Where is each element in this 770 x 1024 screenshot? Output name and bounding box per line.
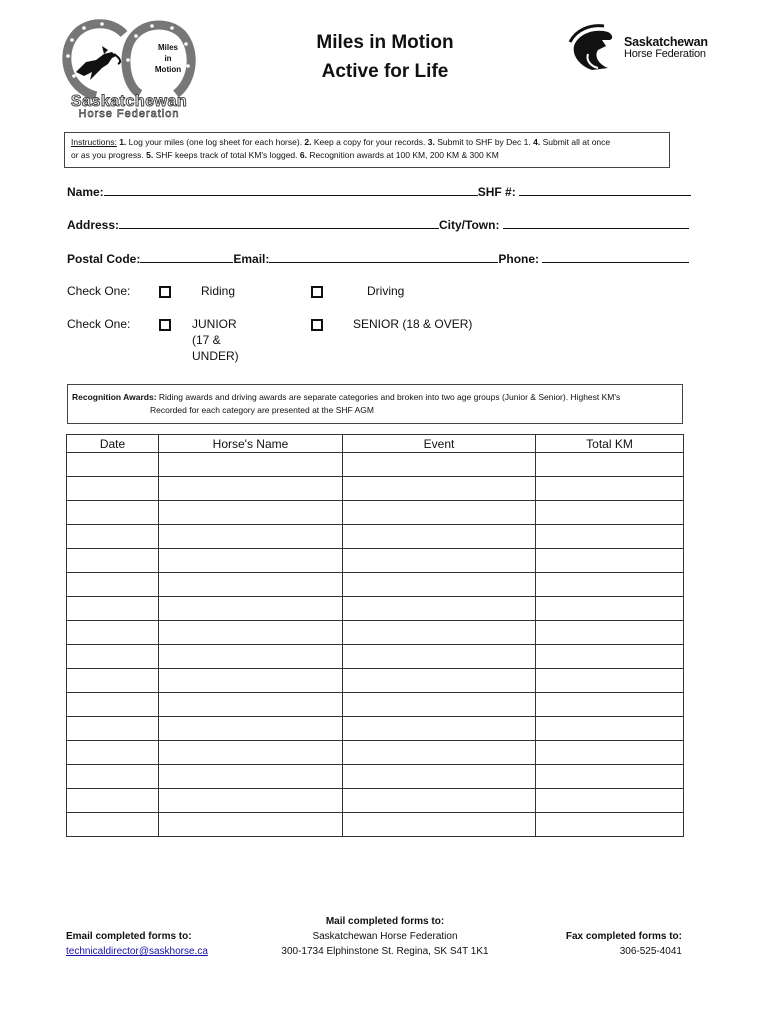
event-cell[interactable]	[343, 477, 536, 501]
address-row	[67, 217, 689, 232]
horse-name-cell[interactable]	[159, 453, 343, 477]
mileage-log-table	[66, 434, 684, 837]
step-text: Keep a copy for your records.	[311, 137, 428, 147]
step-number: 3.	[427, 137, 435, 147]
junior-label-line: (17 &	[192, 333, 221, 347]
date-cell[interactable]	[67, 621, 159, 645]
senior-checkbox[interactable]	[311, 319, 323, 331]
step-text: or as you progress.	[71, 149, 147, 160]
total-km-column-header: Total KM	[536, 435, 684, 453]
horse-name-cell[interactable]	[159, 813, 343, 837]
email-field[interactable]	[269, 251, 498, 263]
table-row	[67, 501, 684, 525]
step-text: Log your miles (one log sheet for each horse).	[126, 137, 305, 147]
table-row	[67, 645, 684, 669]
event-cell[interactable]	[343, 501, 536, 525]
email-footer-title: Email completed forms to:	[66, 931, 192, 942]
step-number: 6.	[299, 149, 307, 160]
shf-logo	[568, 24, 718, 74]
horse-name-cell[interactable]	[159, 645, 343, 669]
awards-line1: Riding awards and driving awards are separate categories and broken into two age groups (Junior & Senior). Highest KM's	[156, 392, 621, 402]
logo-text-miles: Miles	[157, 43, 178, 52]
horse-name-cell[interactable]	[159, 549, 343, 573]
shf-number-field[interactable]	[519, 184, 691, 196]
table-row	[67, 477, 684, 501]
total-km-cell[interactable]	[536, 669, 684, 693]
horse-name-column-header: Horse's Name	[159, 435, 343, 453]
instructions-label: Instructions:	[71, 137, 117, 147]
total-km-cell[interactable]	[536, 453, 684, 477]
title-line1: Miles in Motion	[316, 32, 454, 53]
postal-code-field[interactable]	[140, 251, 233, 263]
riding-option-label: Riding	[201, 284, 236, 298]
step-number: 5.	[146, 149, 154, 160]
total-km-cell[interactable]	[536, 741, 684, 765]
step-text: SHF keeps track of total KM's logged.	[153, 149, 300, 160]
junior-label-line: UNDER)	[192, 349, 239, 363]
event-cell[interactable]	[343, 693, 536, 717]
title-line2: Active for Life	[321, 61, 449, 82]
fax-number: 306-525-4041	[619, 946, 682, 957]
date-column-header: Date	[67, 435, 159, 453]
date-cell[interactable]	[67, 645, 159, 669]
total-km-cell[interactable]	[536, 549, 684, 573]
table-row	[67, 597, 684, 621]
mail-footer	[260, 914, 510, 959]
table-row	[67, 741, 684, 765]
step-text: Submit to SHF by Dec 1.	[434, 137, 534, 147]
mail-footer-title: Mail completed forms to:	[325, 916, 445, 927]
date-cell[interactable]	[67, 669, 159, 693]
horse-name-cell[interactable]	[159, 669, 343, 693]
event-cell[interactable]	[343, 597, 536, 621]
total-km-cell[interactable]	[536, 621, 684, 645]
total-km-cell[interactable]	[536, 765, 684, 789]
horse-name-cell[interactable]	[159, 597, 343, 621]
date-cell[interactable]	[67, 477, 159, 501]
date-cell[interactable]	[67, 693, 159, 717]
shf-number-label: SHF #:	[477, 185, 516, 199]
event-cell[interactable]	[343, 717, 536, 741]
instructions-box	[64, 132, 670, 168]
logo-org-line1: Saskatchewan	[70, 93, 188, 110]
step-number: 4.	[533, 137, 541, 147]
total-km-cell[interactable]	[536, 573, 684, 597]
date-cell[interactable]	[67, 813, 159, 837]
table-row	[67, 525, 684, 549]
table-row	[67, 765, 684, 789]
event-cell[interactable]	[343, 549, 536, 573]
mail-line1: Saskatchewan Horse Federation	[312, 931, 458, 942]
check-one-age-label: Check One:	[67, 317, 131, 331]
mail-line2: 300-1734 Elphinstone St. Regina, SK S4T 1K1	[281, 946, 489, 957]
address-field[interactable]	[119, 217, 439, 229]
total-km-cell[interactable]	[536, 645, 684, 669]
event-cell[interactable]	[343, 813, 536, 837]
total-km-cell[interactable]	[536, 789, 684, 813]
driving-checkbox[interactable]	[311, 286, 323, 298]
table-row	[67, 789, 684, 813]
horse-name-cell[interactable]	[159, 741, 343, 765]
table-row	[67, 717, 684, 741]
event-cell[interactable]	[343, 453, 536, 477]
contact-row	[67, 251, 689, 266]
city-field[interactable]	[503, 217, 689, 229]
recognition-awards-box	[67, 384, 683, 424]
table-row	[67, 813, 684, 837]
name-label: Name:	[67, 185, 104, 199]
logo-org-line2: Horse Federation	[78, 108, 180, 120]
date-cell[interactable]	[67, 573, 159, 597]
event-cell[interactable]	[343, 669, 536, 693]
total-km-cell[interactable]	[536, 525, 684, 549]
date-cell[interactable]	[67, 549, 159, 573]
shf-logo-name-line1: Saskatchewan	[624, 35, 708, 49]
table-row	[67, 453, 684, 477]
postal-code-label: Postal Code:	[67, 252, 141, 266]
event-cell[interactable]	[343, 765, 536, 789]
junior-label-line: JUNIOR	[192, 317, 237, 331]
phone-field[interactable]	[542, 251, 689, 263]
email-label: Email:	[233, 252, 270, 266]
date-cell[interactable]	[67, 717, 159, 741]
total-km-cell[interactable]	[536, 597, 684, 621]
awards-label: Recognition Awards:	[72, 392, 157, 402]
event-cell[interactable]	[343, 621, 536, 645]
senior-option-label: SENIOR (18 & OVER)	[353, 317, 473, 331]
horse-head-icon	[568, 24, 622, 74]
event-cell[interactable]	[343, 525, 536, 549]
name-row	[67, 184, 691, 199]
table-row	[67, 573, 684, 597]
horse-name-cell[interactable]	[159, 501, 343, 525]
city-label: City/Town:	[439, 218, 500, 232]
total-km-cell[interactable]	[536, 813, 684, 837]
junior-checkbox[interactable]	[159, 319, 171, 331]
miles-in-motion-logo	[56, 14, 202, 120]
shf-logo-name-line2: Horse Federation	[624, 48, 706, 60]
date-cell[interactable]	[67, 789, 159, 813]
awards-line2: Recorded for each category are presented at the SHF AGM	[150, 404, 374, 415]
event-cell[interactable]	[343, 645, 536, 669]
total-km-cell[interactable]	[536, 717, 684, 741]
email-footer	[66, 929, 208, 959]
date-cell[interactable]	[67, 765, 159, 789]
date-cell[interactable]	[67, 453, 159, 477]
table-header-row	[67, 435, 684, 453]
address-label: Address:	[67, 218, 120, 232]
logo-text-in: in	[164, 54, 172, 63]
fax-footer-title: Fax completed forms to:	[565, 931, 682, 942]
step-number: 1.	[119, 137, 127, 147]
fax-footer	[540, 929, 682, 959]
table-row	[67, 669, 684, 693]
check-one-discipline-label: Check One:	[67, 284, 131, 298]
page-title	[250, 28, 520, 86]
horse-name-cell[interactable]	[159, 621, 343, 645]
horse-name-cell[interactable]	[159, 789, 343, 813]
horse-name-cell[interactable]	[159, 717, 343, 741]
table-row	[67, 693, 684, 717]
logo-text-motion: Motion	[154, 65, 182, 74]
horse-name-cell[interactable]	[159, 477, 343, 501]
total-km-cell[interactable]	[536, 693, 684, 717]
running-horse-icon	[76, 52, 116, 80]
junior-option-label	[192, 316, 239, 364]
date-cell[interactable]	[67, 741, 159, 765]
event-column-header: Event	[343, 435, 536, 453]
step-number: 2.	[304, 137, 312, 147]
horse-name-cell[interactable]	[159, 525, 343, 549]
total-km-cell[interactable]	[536, 501, 684, 525]
horse-name-cell[interactable]	[159, 693, 343, 717]
table-row	[67, 549, 684, 573]
step-text: Submit all at once	[540, 137, 611, 147]
event-cell[interactable]	[343, 789, 536, 813]
phone-label: Phone:	[498, 252, 540, 266]
driving-option-label: Driving	[367, 284, 405, 298]
riding-checkbox[interactable]	[159, 286, 171, 298]
horse-name-cell[interactable]	[159, 765, 343, 789]
step-text: Recognition awards at 100 KM, 200 KM & 300 KM	[306, 149, 499, 160]
date-cell[interactable]	[67, 525, 159, 549]
date-cell[interactable]	[67, 501, 159, 525]
email-address-link[interactable]: technicaldirector@saskhorse.ca	[66, 946, 208, 957]
total-km-cell[interactable]	[536, 477, 684, 501]
horse-name-cell[interactable]	[159, 573, 343, 597]
event-cell[interactable]	[343, 573, 536, 597]
name-field[interactable]	[104, 184, 478, 196]
date-cell[interactable]	[67, 597, 159, 621]
table-row	[67, 621, 684, 645]
event-cell[interactable]	[343, 741, 536, 765]
